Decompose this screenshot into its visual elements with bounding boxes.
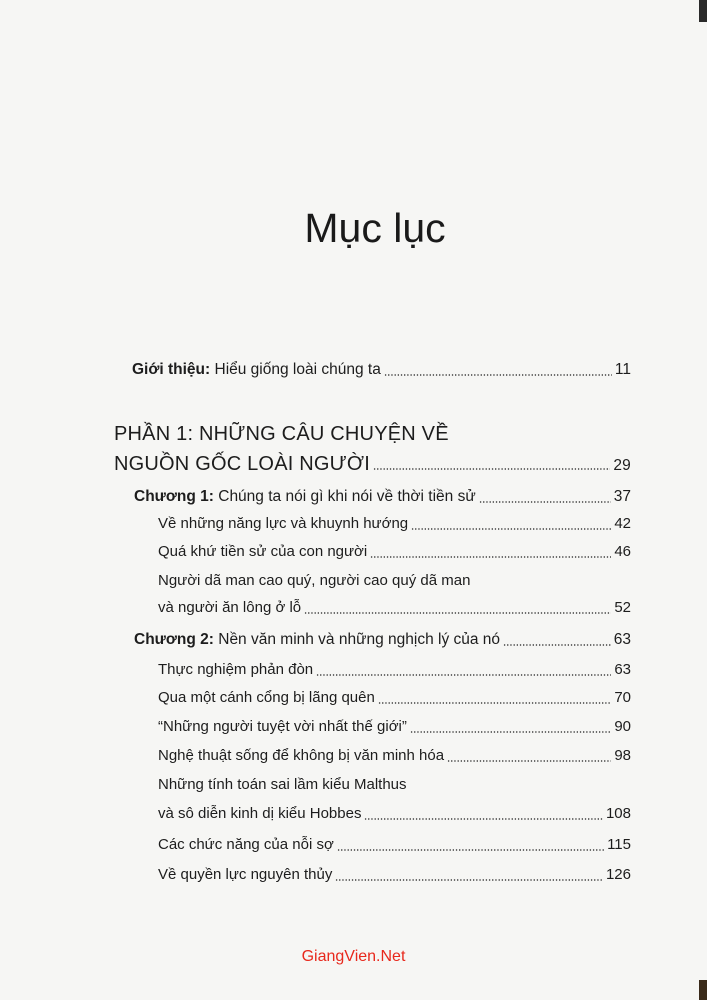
- toc-entry[interactable]: [158, 833, 631, 857]
- entry-title: Quá khứ tiền sử của con người: [158, 543, 368, 560]
- dot-leader: [384, 374, 612, 376]
- page-number: 90: [614, 718, 631, 735]
- toc-entry[interactable]: [158, 744, 631, 768]
- entry-title: Nền văn minh và những nghịch lý của nó: [213, 631, 501, 648]
- page-number: 108: [605, 805, 631, 822]
- scan-edge-mark: [699, 0, 707, 22]
- page-number: 126: [605, 866, 631, 883]
- page-number: 63: [614, 661, 631, 678]
- page-number: 70: [614, 689, 631, 706]
- entry-prefix: Giới thiệu:: [132, 361, 211, 378]
- entry-title: và sô diễn kinh dị kiểu Hobbes: [158, 805, 362, 822]
- dot-leader: [447, 760, 611, 762]
- entry-title: và người ăn lông ở lỗ: [158, 599, 302, 616]
- entry-title: Qua một cánh cổng bị lãng quên: [158, 689, 375, 706]
- dot-leader: [479, 501, 611, 503]
- toc-entry[interactable]: [158, 540, 631, 564]
- entry-prefix: Chương 2:: [134, 631, 214, 648]
- entry-title: Hiểu giống loài chúng ta: [210, 361, 381, 378]
- page-title: Mục lục: [304, 205, 446, 251]
- entry-prefix: Chương 1:: [134, 488, 214, 505]
- dot-leader: [337, 849, 604, 851]
- watermark: GiangVien.Net: [301, 948, 406, 965]
- page-number: 115: [607, 836, 631, 853]
- dot-leader: [503, 644, 611, 646]
- toc-entry[interactable]: [158, 863, 631, 887]
- entry-title: NGUỒN GỐC LOÀI NGƯỜI: [114, 453, 371, 475]
- entry-title: Những tính toán sai lầm kiểu Malthus: [158, 776, 407, 793]
- entry-title: Người dã man cao quý, người cao quý dã man: [158, 572, 471, 589]
- page-number: 63: [613, 631, 631, 648]
- toc-entry-chapter-1[interactable]: [134, 485, 631, 509]
- toc-entry[interactable]: [158, 686, 631, 710]
- page-number: 11: [614, 361, 631, 378]
- dot-leader: [370, 556, 611, 558]
- dot-leader: [373, 468, 610, 470]
- page-number: 98: [614, 747, 631, 764]
- toc-entry[interactable]: [158, 596, 631, 620]
- dot-leader: [304, 612, 611, 614]
- entry-title: Các chức năng của nỗi sợ: [158, 836, 334, 853]
- dot-leader: [316, 674, 611, 676]
- toc-entry[interactable]: [158, 802, 631, 826]
- toc-entry[interactable]: [158, 512, 631, 536]
- page-number: 37: [613, 488, 631, 505]
- scan-edge-mark: [699, 980, 707, 1000]
- toc-entry-part-1[interactable]: [114, 452, 631, 476]
- toc-entry-intro[interactable]: [132, 358, 631, 382]
- dot-leader: [335, 879, 603, 881]
- entry-title: PHẦN 1: NHỮNG CÂU CHUYỆN VỀ: [114, 423, 449, 445]
- page-number: 42: [614, 515, 631, 532]
- page-number: 29: [613, 457, 631, 474]
- entry-title: Thực nghiệm phản đòn: [158, 661, 314, 678]
- page-number: 46: [614, 543, 631, 560]
- toc-entry-chapter-2[interactable]: [134, 628, 631, 652]
- toc-part-heading[interactable]: [114, 422, 449, 446]
- dot-leader: [411, 528, 611, 530]
- toc-entry-line[interactable]: [158, 773, 407, 797]
- toc-entry-line[interactable]: [158, 569, 470, 593]
- dot-leader: [410, 731, 611, 733]
- entry-title: Chúng ta nói gì khi nói về thời tiền sử: [213, 488, 476, 505]
- toc-entry[interactable]: [158, 715, 631, 739]
- toc-entry[interactable]: [158, 658, 631, 682]
- dot-leader: [364, 818, 603, 820]
- entry-title: Nghệ thuật sống để không bị văn minh hóa: [158, 747, 445, 764]
- page-number: 52: [614, 599, 631, 616]
- entry-title: Về những năng lực và khuynh hướng: [158, 515, 409, 532]
- entry-title: “Những người tuyệt vời nhất thế giới”: [158, 718, 407, 735]
- dot-leader: [378, 702, 611, 704]
- entry-title: Về quyền lực nguyên thủy: [158, 866, 333, 883]
